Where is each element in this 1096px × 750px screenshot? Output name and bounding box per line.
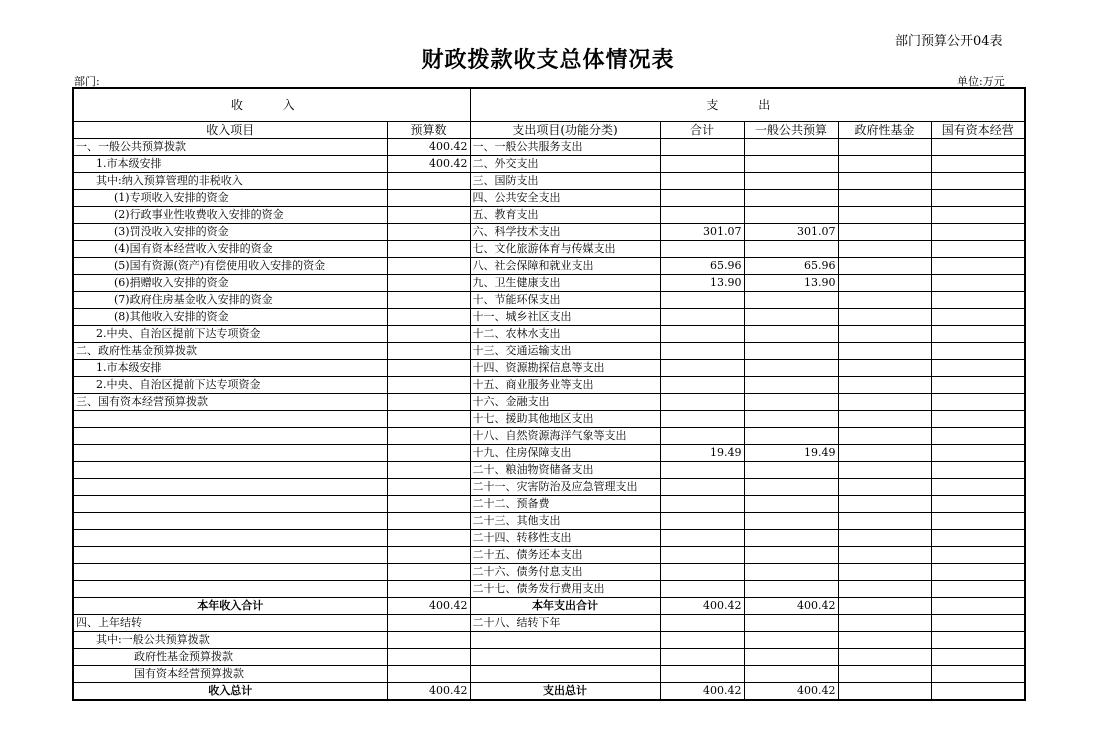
- table-row: [73, 666, 1025, 683]
- general-budget-cell: 400.42: [744, 683, 838, 701]
- expense-item-cell: 四、公共安全支出: [470, 190, 660, 207]
- budget-cell: [387, 530, 470, 547]
- general-budget-cell: [744, 292, 838, 309]
- general-budget-cell: [744, 581, 838, 598]
- budget-cell: [387, 428, 470, 445]
- expense-item-cell: 二十、粮油物资储备支出: [470, 462, 660, 479]
- gov-fund-cell: [838, 649, 931, 666]
- expense-item-cell: 十九、住房保障支出: [470, 445, 660, 462]
- expense-item-cell: 五、教育支出: [470, 207, 660, 224]
- income-item-cell: [73, 513, 387, 530]
- table-row: [73, 292, 1025, 309]
- income-item-cell: [73, 428, 387, 445]
- gov-fund-cell: [838, 139, 931, 156]
- table-row: [73, 224, 1025, 241]
- total-cell: [660, 479, 744, 496]
- table-row: [73, 598, 1025, 615]
- income-section-header: 收 入: [73, 88, 470, 122]
- income-item-cell: 国有资本经营预算拨款: [73, 666, 387, 683]
- state-capital-cell: [931, 309, 1025, 326]
- income-item-cell: [73, 581, 387, 598]
- gov-fund-cell: [838, 258, 931, 275]
- table-row: [73, 564, 1025, 581]
- expense-item-cell: 二十五、债务还本支出: [470, 547, 660, 564]
- budget-cell: 400.42: [387, 683, 470, 701]
- table-row: [73, 632, 1025, 649]
- expense-item-cell: 十二、农林水支出: [470, 326, 660, 343]
- budget-cell: [387, 275, 470, 292]
- expense-item-cell: 八、社会保障和就业支出: [470, 258, 660, 275]
- department-label: 部门:: [74, 75, 100, 88]
- table-row: [73, 190, 1025, 207]
- total-cell: 65.96: [660, 258, 744, 275]
- income-item-cell: (3)罚没收入安排的资金: [73, 224, 387, 241]
- total-cell: [660, 411, 744, 428]
- income-item-cell: (4)国有资本经营收入安排的资金: [73, 241, 387, 258]
- page-title: 财政拨款收支总体情况表: [421, 47, 675, 73]
- gov-fund-cell: [838, 547, 931, 564]
- gov-fund-cell: [838, 241, 931, 258]
- income-item-cell: [73, 479, 387, 496]
- total-cell: 301.07: [660, 224, 744, 241]
- state-capital-cell: [931, 428, 1025, 445]
- table-row: [73, 139, 1025, 156]
- income-item-cell: 本年收入合计: [73, 598, 387, 615]
- budget-cell: [387, 207, 470, 224]
- state-capital-cell: [931, 445, 1025, 462]
- gov-fund-cell: [838, 156, 931, 173]
- income-item-cell: [73, 530, 387, 547]
- table-row: [73, 377, 1025, 394]
- income-item-cell: [73, 411, 387, 428]
- table-row: [73, 683, 1025, 701]
- budget-cell: [387, 360, 470, 377]
- state-capital-cell: [931, 581, 1025, 598]
- total-cell: 400.42: [660, 598, 744, 615]
- general-budget-cell: [744, 173, 838, 190]
- total-cell: [660, 139, 744, 156]
- gov-fund-cell: [838, 581, 931, 598]
- budget-cell: [387, 666, 470, 683]
- total-cell: [660, 615, 744, 632]
- total-cell: 13.90: [660, 275, 744, 292]
- state-capital-cell: [931, 683, 1025, 701]
- table-row: [73, 156, 1025, 173]
- expense-item-cell: 二十七、债务发行费用支出: [470, 581, 660, 598]
- general-budget-cell: [744, 479, 838, 496]
- gov-fund-cell: [838, 360, 931, 377]
- expense-item-cell: 支出总计: [470, 683, 660, 701]
- table-row: [73, 530, 1025, 547]
- state-capital-cell: [931, 496, 1025, 513]
- expense-item-cell: [470, 632, 660, 649]
- income-item-cell: 收入总计: [73, 683, 387, 701]
- total-cell: [660, 394, 744, 411]
- expense-item-cell: 三、国防支出: [470, 173, 660, 190]
- total-cell: [660, 496, 744, 513]
- general-budget-cell: [744, 190, 838, 207]
- gov-fund-cell: [838, 292, 931, 309]
- budget-cell: [387, 581, 470, 598]
- gov-fund-cell: [838, 445, 931, 462]
- income-item-cell: (1)专项收入安排的资金: [73, 190, 387, 207]
- gov-fund-cell: [838, 513, 931, 530]
- expense-item-cell: 二十二、预备费: [470, 496, 660, 513]
- total-cell: [660, 343, 744, 360]
- state-capital-cell: [931, 462, 1025, 479]
- budget-cell: [387, 394, 470, 411]
- budget-cell: [387, 496, 470, 513]
- expense-item-cell: 十七、援助其他地区支出: [470, 411, 660, 428]
- expense-item-cell: 九、卫生健康支出: [470, 275, 660, 292]
- budget-cell: [387, 445, 470, 462]
- general-budget-cell: [744, 241, 838, 258]
- budget-cell: [387, 241, 470, 258]
- gov-fund-cell: [838, 683, 931, 701]
- col-income-item: 收入项目: [73, 122, 387, 139]
- state-capital-cell: [931, 615, 1025, 632]
- state-capital-cell: [931, 190, 1025, 207]
- gov-fund-cell: [838, 496, 931, 513]
- budget-cell: 400.42: [387, 156, 470, 173]
- total-cell: [660, 241, 744, 258]
- general-budget-cell: [744, 496, 838, 513]
- expense-item-cell: 二十六、债务付息支出: [470, 564, 660, 581]
- expense-item-cell: 十八、自然资源海洋气象等支出: [470, 428, 660, 445]
- expense-item-cell: 十、节能环保支出: [470, 292, 660, 309]
- table-row: [73, 275, 1025, 292]
- expense-item-cell: 二、外交支出: [470, 156, 660, 173]
- col-expense-item: 支出项目(功能分类): [470, 122, 660, 139]
- total-cell: [660, 309, 744, 326]
- general-budget-cell: [744, 564, 838, 581]
- table-row: [73, 258, 1025, 275]
- gov-fund-cell: [838, 326, 931, 343]
- income-item-cell: 1.市本级安排: [73, 360, 387, 377]
- col-state-capital: 国有资本经营: [931, 122, 1025, 139]
- income-item-cell: 政府性基金预算拨款: [73, 649, 387, 666]
- general-budget-cell: [744, 615, 838, 632]
- income-item-cell: 其中:一般公共预算拨款: [73, 632, 387, 649]
- table-row: [73, 360, 1025, 377]
- income-item-cell: (7)政府住房基金收入安排的资金: [73, 292, 387, 309]
- budget-cell: [387, 411, 470, 428]
- expense-item-cell: 十一、城乡社区支出: [470, 309, 660, 326]
- col-gov-fund: 政府性基金: [838, 122, 931, 139]
- state-capital-cell: [931, 275, 1025, 292]
- form-code: 部门预算公开04表: [895, 34, 1003, 49]
- expense-item-cell: 一、一般公共服务支出: [470, 139, 660, 156]
- table-row: [73, 547, 1025, 564]
- gov-fund-cell: [838, 224, 931, 241]
- table-row: [73, 428, 1025, 445]
- budget-cell: [387, 309, 470, 326]
- total-cell: [660, 377, 744, 394]
- section-header-row: [73, 88, 1025, 122]
- expense-item-cell: 六、科学技术支出: [470, 224, 660, 241]
- expense-item-cell: 十六、金融支出: [470, 394, 660, 411]
- general-budget-cell: 400.42: [744, 598, 838, 615]
- state-capital-cell: [931, 649, 1025, 666]
- general-budget-cell: [744, 513, 838, 530]
- state-capital-cell: [931, 411, 1025, 428]
- state-capital-cell: [931, 513, 1025, 530]
- state-capital-cell: [931, 241, 1025, 258]
- total-cell: [660, 632, 744, 649]
- income-item-cell: 其中:纳入预算管理的非税收入: [73, 173, 387, 190]
- state-capital-cell: [931, 156, 1025, 173]
- gov-fund-cell: [838, 428, 931, 445]
- state-capital-cell: [931, 394, 1025, 411]
- income-item-cell: (2)行政事业性收费收入安排的资金: [73, 207, 387, 224]
- general-budget-cell: [744, 411, 838, 428]
- state-capital-cell: [931, 139, 1025, 156]
- budget-cell: [387, 547, 470, 564]
- state-capital-cell: [931, 377, 1025, 394]
- gov-fund-cell: [838, 343, 931, 360]
- gov-fund-cell: [838, 530, 931, 547]
- gov-fund-cell: [838, 564, 931, 581]
- gov-fund-cell: [838, 394, 931, 411]
- general-budget-cell: [744, 139, 838, 156]
- general-budget-cell: [744, 530, 838, 547]
- state-capital-cell: [931, 207, 1025, 224]
- total-cell: [660, 360, 744, 377]
- expense-item-cell: 十三、交通运输支出: [470, 343, 660, 360]
- budget-cell: [387, 377, 470, 394]
- income-item-cell: 1.市本级安排: [73, 156, 387, 173]
- state-capital-cell: [931, 292, 1025, 309]
- state-capital-cell: [931, 173, 1025, 190]
- expense-item-cell: 二十一、灾害防治及应急管理支出: [470, 479, 660, 496]
- income-item-cell: 三、国有资本经营预算拨款: [73, 394, 387, 411]
- table-row: [73, 513, 1025, 530]
- expense-item-cell: 二十三、其他支出: [470, 513, 660, 530]
- total-cell: [660, 462, 744, 479]
- table-row: [73, 309, 1025, 326]
- col-general-budget: 一般公共预算: [744, 122, 838, 139]
- income-item-cell: [73, 496, 387, 513]
- expense-item-cell: 七、文化旅游体育与传媒支出: [470, 241, 660, 258]
- gov-fund-cell: [838, 632, 931, 649]
- total-cell: [660, 190, 744, 207]
- expense-item-cell: [470, 649, 660, 666]
- state-capital-cell: [931, 598, 1025, 615]
- budget-table: [72, 87, 1026, 701]
- gov-fund-cell: [838, 666, 931, 683]
- expense-item-cell: 本年支出合计: [470, 598, 660, 615]
- general-budget-cell: [744, 156, 838, 173]
- expense-item-cell: 二十八、结转下年: [470, 615, 660, 632]
- total-cell: [660, 649, 744, 666]
- table-row: [73, 615, 1025, 632]
- expense-item-cell: 二十四、转移性支出: [470, 530, 660, 547]
- gov-fund-cell: [838, 173, 931, 190]
- table-row: [73, 173, 1025, 190]
- income-item-cell: 2.中央、自治区提前下达专项资金: [73, 326, 387, 343]
- column-header-row: [73, 122, 1025, 139]
- total-cell: [660, 173, 744, 190]
- budget-table-body: [73, 88, 1025, 700]
- total-cell: [660, 156, 744, 173]
- income-item-cell: 一、一般公共预算拨款: [73, 139, 387, 156]
- budget-cell: [387, 615, 470, 632]
- budget-cell: [387, 479, 470, 496]
- total-cell: [660, 292, 744, 309]
- gov-fund-cell: [838, 190, 931, 207]
- gov-fund-cell: [838, 615, 931, 632]
- expense-section-header: 支 出: [470, 88, 1025, 122]
- total-cell: [660, 326, 744, 343]
- table-row: [73, 445, 1025, 462]
- total-cell: 400.42: [660, 683, 744, 701]
- expense-item-cell: 十四、资源勘探信息等支出: [470, 360, 660, 377]
- general-budget-cell: [744, 428, 838, 445]
- state-capital-cell: [931, 343, 1025, 360]
- table-row: [73, 343, 1025, 360]
- gov-fund-cell: [838, 462, 931, 479]
- budget-cell: [387, 462, 470, 479]
- gov-fund-cell: [838, 411, 931, 428]
- income-item-cell: (8)其他收入安排的资金: [73, 309, 387, 326]
- general-budget-cell: [744, 632, 838, 649]
- general-budget-cell: [744, 326, 838, 343]
- budget-cell: 400.42: [387, 598, 470, 615]
- gov-fund-cell: [838, 377, 931, 394]
- general-budget-cell: [744, 649, 838, 666]
- state-capital-cell: [931, 326, 1025, 343]
- gov-fund-cell: [838, 309, 931, 326]
- budget-cell: [387, 564, 470, 581]
- general-budget-cell: [744, 462, 838, 479]
- budget-cell: [387, 326, 470, 343]
- general-budget-cell: 13.90: [744, 275, 838, 292]
- unit-label: 单位:万元: [957, 75, 1005, 88]
- budget-cell: 400.42: [387, 139, 470, 156]
- income-item-cell: [73, 547, 387, 564]
- general-budget-cell: [744, 343, 838, 360]
- col-budget: 预算数: [387, 122, 470, 139]
- state-capital-cell: [931, 360, 1025, 377]
- budget-cell: [387, 513, 470, 530]
- table-row: [73, 411, 1025, 428]
- general-budget-cell: 19.49: [744, 445, 838, 462]
- general-budget-cell: 65.96: [744, 258, 838, 275]
- table-row: [73, 241, 1025, 258]
- general-budget-cell: [744, 377, 838, 394]
- state-capital-cell: [931, 632, 1025, 649]
- expense-item-cell: 十五、商业服务业等支出: [470, 377, 660, 394]
- general-budget-cell: 301.07: [744, 224, 838, 241]
- state-capital-cell: [931, 224, 1025, 241]
- table-row: [73, 462, 1025, 479]
- total-cell: [660, 564, 744, 581]
- budget-cell: [387, 258, 470, 275]
- total-cell: 19.49: [660, 445, 744, 462]
- total-cell: [660, 207, 744, 224]
- expense-item-cell: [470, 666, 660, 683]
- state-capital-cell: [931, 564, 1025, 581]
- gov-fund-cell: [838, 207, 931, 224]
- income-item-cell: [73, 462, 387, 479]
- gov-fund-cell: [838, 479, 931, 496]
- income-item-cell: 四、上年结转: [73, 615, 387, 632]
- state-capital-cell: [931, 666, 1025, 683]
- table-row: [73, 581, 1025, 598]
- income-item-cell: 2.中央、自治区提前下达专项资金: [73, 377, 387, 394]
- total-cell: [660, 581, 744, 598]
- income-item-cell: 二、政府性基金预算拨款: [73, 343, 387, 360]
- total-cell: [660, 428, 744, 445]
- general-budget-cell: [744, 547, 838, 564]
- total-cell: [660, 530, 744, 547]
- table-row: [73, 649, 1025, 666]
- general-budget-cell: [744, 394, 838, 411]
- state-capital-cell: [931, 547, 1025, 564]
- state-capital-cell: [931, 479, 1025, 496]
- income-item-cell: [73, 564, 387, 581]
- budget-cell: [387, 190, 470, 207]
- budget-cell: [387, 292, 470, 309]
- income-item-cell: [73, 445, 387, 462]
- budget-cell: [387, 224, 470, 241]
- income-item-cell: (5)国有资源(资产)有偿使用收入安排的资金: [73, 258, 387, 275]
- general-budget-cell: [744, 666, 838, 683]
- table-row: [73, 207, 1025, 224]
- gov-fund-cell: [838, 275, 931, 292]
- general-budget-cell: [744, 360, 838, 377]
- budget-cell: [387, 632, 470, 649]
- table-row: [73, 479, 1025, 496]
- general-budget-cell: [744, 309, 838, 326]
- budget-cell: [387, 173, 470, 190]
- general-budget-cell: [744, 207, 838, 224]
- total-cell: [660, 513, 744, 530]
- total-cell: [660, 666, 744, 683]
- table-row: [73, 326, 1025, 343]
- budget-cell: [387, 343, 470, 360]
- table-row: [73, 496, 1025, 513]
- col-total: 合计: [660, 122, 744, 139]
- total-cell: [660, 547, 744, 564]
- state-capital-cell: [931, 258, 1025, 275]
- budget-cell: [387, 649, 470, 666]
- gov-fund-cell: [838, 598, 931, 615]
- table-row: [73, 394, 1025, 411]
- state-capital-cell: [931, 530, 1025, 547]
- income-item-cell: (6)捐赠收入安排的资金: [73, 275, 387, 292]
